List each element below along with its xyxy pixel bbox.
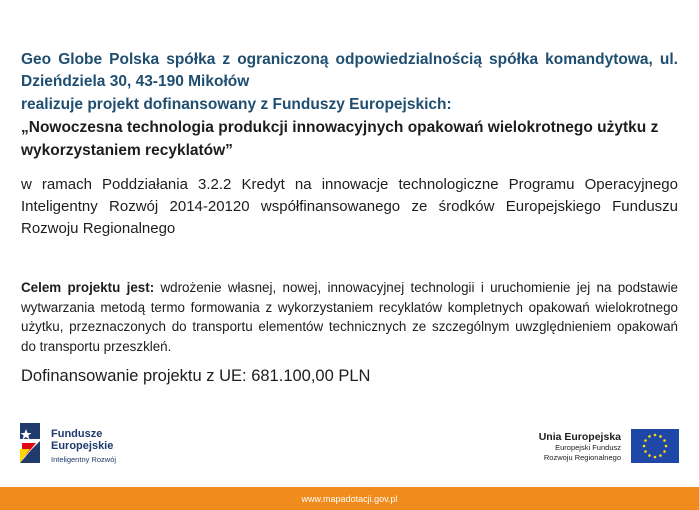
ue-logo-line2: Europejski Fundusz <box>555 443 621 452</box>
program-description: w ramach Poddziałania 3.2.2 Kredyt na innowacje technologiczne Programu Operacyjnego Inteligentny Rozwój 2014-20120 współfinansowanego ze środków Europejskiego Funduszu Rozwoju Regionalnego <box>21 176 678 237</box>
eu-star-icon <box>663 439 666 442</box>
eu-flag-icon <box>631 429 679 463</box>
fe-logo-line1: Fundusze <box>51 428 103 440</box>
eu-star-icon <box>648 435 651 438</box>
eu-star-icon <box>665 445 668 448</box>
eu-star-icon <box>654 434 657 437</box>
fundusze-europejskie-icon <box>20 423 48 463</box>
fe-logo-line2: Europejskie <box>51 439 114 452</box>
eu-star-icon <box>648 454 651 457</box>
footer-bar <box>0 487 699 510</box>
eu-star-icon <box>644 439 647 442</box>
footer-url: www.mapadotacji.gov.pl <box>301 493 398 504</box>
eu-star-icon <box>644 450 647 453</box>
company-info: Geo Globe Polska spółka z ograniczoną odpowiedzialnością spółka komandytowa, ul. Dzieńdziela 30, 43-190 Mikołów <box>21 51 678 90</box>
eu-star-icon <box>659 454 662 457</box>
ue-logo-line3: Rozwoju Regionalnego <box>543 452 621 462</box>
project-goal <box>21 278 678 356</box>
project-goal-text: wdrożenie własnej, nowej, innowacyjnej technologii i uruchomienie jej na podstawie wytwarzania metodą termo formowania z wykorzystaniem recyklatów kompletnych opakowań wielokrotnego użytku, przeznaczonych do transportu elementów technicznych ze szczególnym uwzględnieniem opakowań do transportu przeszkleń. <box>21 280 678 354</box>
project-intro: realizuje projekt dofinansowany z Funduszy Europejskich: <box>21 96 452 113</box>
eu-star-icon <box>659 435 662 438</box>
eu-star-icon <box>654 456 657 459</box>
funding-amount: Dofinansowanie projektu z UE: 681.100,00 PLN <box>21 367 371 385</box>
project-title: „Nowoczesna technologia produkcji innowacyjnych opakowań wielokrotnego użytku z wykorzystaniem recyklatów” <box>21 119 659 159</box>
project-goal-label: Celem projektu jest: <box>21 280 155 295</box>
ue-logo-line1: Unia Europejska <box>538 431 621 443</box>
fundusze-europejskie-logo <box>20 423 160 467</box>
eu-star-icon <box>663 450 666 453</box>
eu-star-icon <box>643 445 646 448</box>
notice-content <box>21 49 678 387</box>
fe-logo-line3: Inteligentny Rozwój <box>51 455 117 464</box>
